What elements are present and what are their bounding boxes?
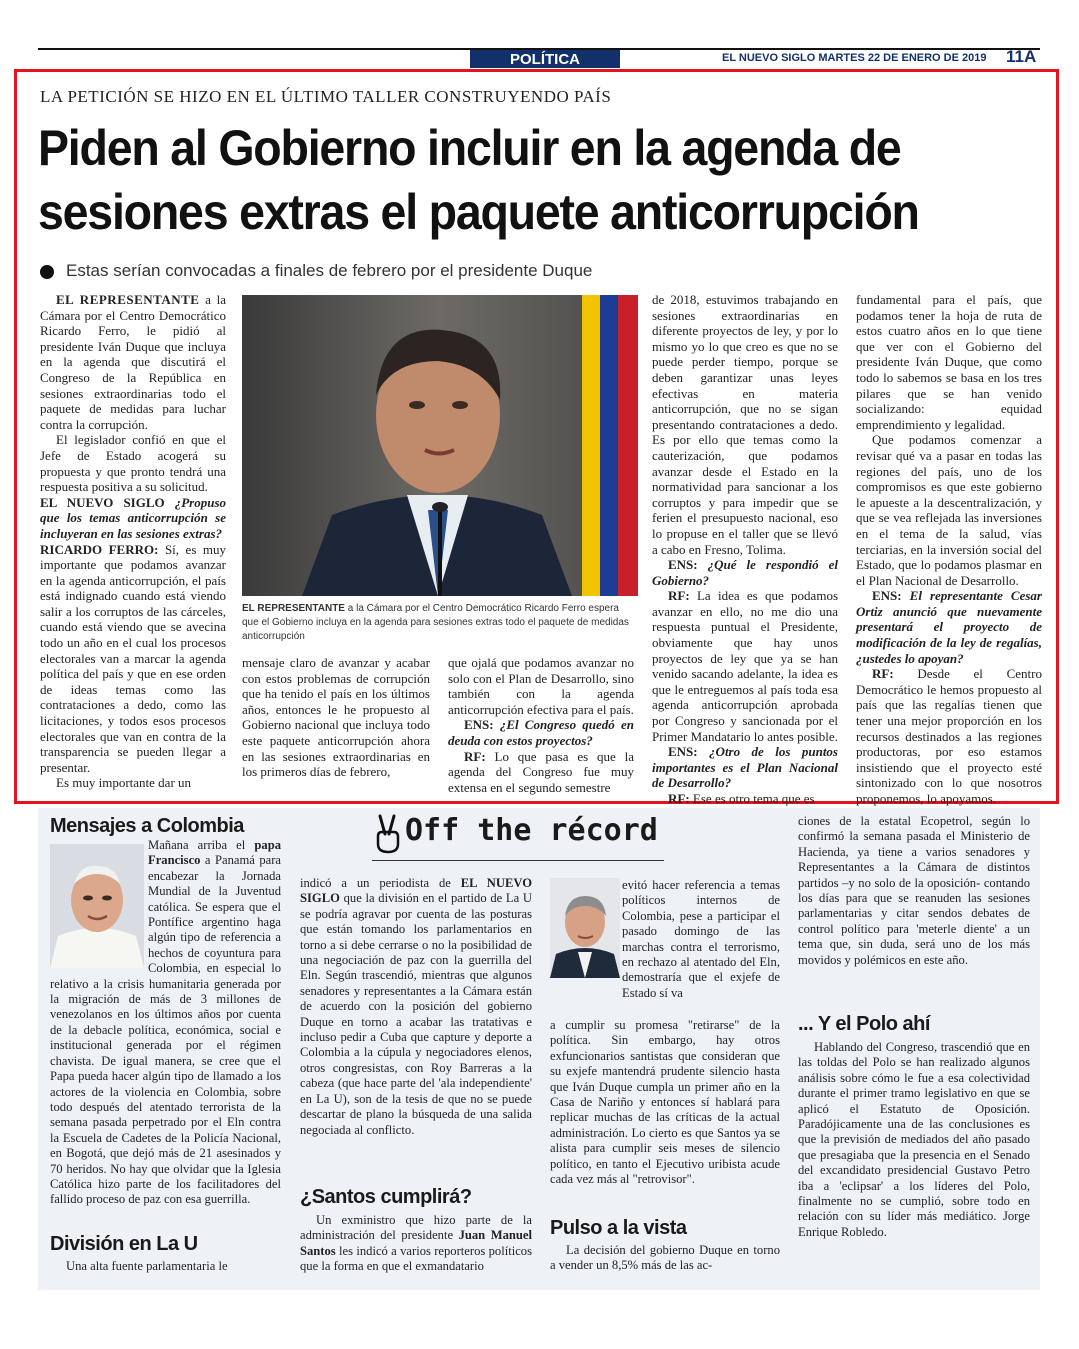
mensajes-text-b: a Panamá para encabezar la Jornada Mundial de la Juventud católica. Se espera que el Pontífice argentino haga algún tipo de referencia a hechos de coyuntura para Colombia, en especial lo relativo a la crisis humanitaria generada por la migración de más de 3 millones de venezolanos en los últimos años por cuenta de la debacle política, económica, social e institucional generada por el régimen chavista. De igual manera, se cree que el Papa pueda hacer algún tipo de llamado a los actores de la violencia en Colombia, sobre todo después del atentado terrorista de la semana pasada perpetrado por el Eln contra la Escuela de Cadetes de la Policía Nacional, en Bogotá, que dejó más de 21 asesinados y 70 heridos. No hay que olvidar que la Iglesia Católica hizo parte de los facilitadores del fallido proceso de paz con esa guerrilla.	[50, 853, 281, 1207]
juan-manuel-santos-photo	[550, 878, 620, 978]
title-rule	[372, 860, 664, 861]
answer: Sí, es muy importante que podamos avanzar en la agenda anticorrupción, el país está indignado cuando está viendo salir a los corruptos de las cárceles, cuando está viendo que se avecina todo un año en el cual los procesos electorales van a marcar la agenda política del país y que en ese orden de ideas temas como las contrataciones a dedo, como las licitaciones, y todos esos procesos electorales que van en contra de la transparencia se pueden llegar a presentar.	[40, 541, 226, 775]
santos-title: ¿Santos cumplirá?	[300, 1186, 472, 1208]
lead-word: EL REPRESENTANTE	[56, 292, 200, 307]
answer-speaker: RF:	[668, 791, 690, 806]
question: ¿Otro de los puntos importantes es el Plan Nacional de Desarrollo?	[652, 744, 838, 791]
paragraph: fundamental para el país, que podamos tener la hoja de ruta de estos cuatro años en lo que tiene que ver con el Gobierno del presidente Iván Duque, que como todo lo sabemos se basa en los tres pilares que se han venido socializando: equidad emprendimiento y legalidad.	[856, 292, 1042, 432]
article-column-1	[40, 292, 226, 791]
santos-column-full	[550, 1018, 780, 1187]
polo-text	[798, 1040, 1030, 1240]
paragraph: evitó hacer referencia a temas políticos internos de Colombia, pese a participar el pasado domingo de las marchas contra el terrorismo, en rechazo al atentado del Eln, demostraría que el exjefe de Estado sí va	[622, 878, 780, 1000]
ricardo-ferro-photo	[242, 295, 638, 596]
page-number: 11A	[1006, 47, 1037, 66]
answer-speaker: RICARDO FERRO:	[40, 541, 159, 557]
text: indicó a un periodista de	[300, 876, 461, 890]
answer-speaker: RF:	[464, 748, 486, 764]
paragraph: Que podamos comenzar a revisar qué va a pasar en todas las regiones del país, uno de los compromisos es que este gobierno le apueste a la descentralización, y que se vea reflejada las inversiones en el tema de la salud, vías terciarias, en la inversión social del Estado, que lo podamos plasmar en el Plan Nacional de Desarrollo.	[856, 432, 1042, 588]
question-speaker: ENS:	[464, 717, 494, 733]
pulso-continued	[798, 814, 1030, 968]
paragraph: Es muy importante dar un	[56, 775, 192, 791]
question: ¿El Congreso quedó en deuda con estos proyectos?	[448, 717, 634, 748]
caption-text: a la Cámara por el Centro Democrático Ricardo Ferro espera que el Gobierno incluya en la agenda para sesiones extras todo el paquete de medidas anticorrupción	[242, 603, 629, 642]
polo-title: ... Y el Polo ahí	[798, 1013, 930, 1035]
mensajes-text-a: Mañana arriba el	[148, 838, 255, 852]
division-text	[50, 1259, 281, 1274]
santos-name: Juan Manuel Santos	[300, 1228, 532, 1258]
mensajes-body	[50, 838, 281, 1208]
paragraph: La decisión del gobierno Duque en torno a vender un 8,5% más de las ac-	[550, 1243, 780, 1273]
paragraph: a cumplir su promesa "retirarse" de la política. Sin embargo, hay otros exfuncionarios santistas que consideran que su exjefe mantendrá prudente silencio hasta que Iván Duque cumpla un primer año en la Casa de Nariño y entonces sí hablará para replicar muchas de las críticas de la actual administración. Lo cierto es que Santos ya se alista para cumplir seis meses de silencio político, en tanto el Ejecutivo uribista acude cada vez más al "retrovisor".	[550, 1018, 780, 1187]
paragraph: mensaje claro de avanzar y acabar con estos problemas de corrupción que ha tenido el país en los últimos años, entonces le he propuesto al Gobierno nacional que incluya todo este paquete anticorrupción ahora en las sesiones extraordinarias en los primeros días de febrero,	[242, 655, 430, 780]
article-column-4	[652, 292, 838, 807]
division-continued	[300, 876, 532, 1138]
answer-speaker: RF:	[668, 588, 690, 604]
answer: Desde el Centro Democrático le hemos propuesto al país que las regalías tienen que tener una mejor proporción en los recursos destinados a las regiones productoras, por eso estamos insistiendo que el proyecto esté sintonizado con lo que nosotros proponemos, lo apoyamos.	[856, 666, 1042, 806]
question-speaker: ENS:	[872, 588, 902, 604]
question: ¿Propuso que los temas anticorrupción se incluyeran en las sesiones extras?	[40, 494, 226, 541]
bullet-icon	[40, 265, 54, 279]
question: El representante Cesar Ortiz anunció que nuevamente presentará el proyecto de modificación de la ley de regalías, ¿ustedes lo apoyan?	[856, 588, 1042, 666]
article-kicker: LA PETICIÓN SE HIZO EN EL ÚLTIMO TALLER CONSTRUYENDO PAÍS	[40, 87, 612, 106]
santos-column-side	[622, 878, 780, 1001]
victory-hand-icon	[372, 814, 402, 854]
article-column-2	[242, 655, 430, 780]
article-column-5	[856, 292, 1042, 807]
headline-line-1: Piden al Gobierno incluir en la agenda de	[38, 120, 901, 176]
answer: Lo que pasa es que la agenda del Congreso fue muy extensa en el segundo semestre	[448, 748, 634, 795]
headline-line-2: sesiones extras el paquete anticorrupción	[38, 184, 919, 240]
caption-lead: EL REPRESENTANTE	[242, 603, 345, 614]
mensajes-title: Mensajes a Colombia	[50, 815, 244, 837]
text: les indicó a varios reporteros políticos que la forma en que el exmandatario	[300, 1243, 532, 1274]
santos-text	[300, 1213, 532, 1275]
article-column-3	[448, 655, 634, 795]
newspaper-name: EL NUEVO SIGLO	[300, 876, 533, 906]
paragraph: Hablando del Congreso, trascendió que en las toldas del Polo se han realizado algunos análisis sobre cómo le fue a esa colectividad durante el primer tramo legislativo en que se aplicó el Estatuto de Oposición. Paradójicamente una de las conclusiones es que la previsión de mediados del año pasado que presagiaba que la presencia en el Senado del excandidato presidencial Gustavo Petro iba a 'eclipsar' a los líderes del Polo, finalmente no se cumplió, sobre todo en relación con su líder más mediático. Jorge Enrique Robledo.	[798, 1040, 1030, 1239]
masthead-date: EL NUEVO SIGLO MARTES 22 DE ENERO DE 2019	[722, 52, 987, 64]
question-speaker: ENS:	[668, 744, 698, 760]
answer-speaker: RF:	[872, 666, 894, 682]
pulso-title: Pulso a la vista	[550, 1217, 687, 1239]
papa-name: papa Francisco	[148, 838, 281, 868]
paragraph: de 2018, estuvimos trabajando en sesiones extraordinarias en diferente proyectos de ley, y por lo mismo yo lo que creo es que no se puede perder tiempo, porque se deben garantizar unas leyes efectivas en materia anticorrupción, que no se sigan presentando contrataciones a dedo. Es por ello que temas como la cauterización, que podamos avanzar desde el Estado en la normatividad para sancionar a los corruptos y para impedir que se ferien el presupuesto nacional, eso lo propuse en el taller que se llevó a cabo en Fresno, Tolima.	[652, 292, 838, 557]
article-headline	[38, 116, 977, 244]
paragraph: que ojalá que podamos avanzar no solo con el Plan de Desarrollo, sino también con la agenda anticorrupción efectiva para el país.	[448, 655, 634, 717]
paragraph: Una alta fuente parlamentaria le	[66, 1259, 228, 1273]
pulso-text	[550, 1243, 780, 1274]
section-label: POLÍTICA	[470, 50, 620, 68]
paragraph: ciones de la estatal Ecopetrol, según lo confirmó la semana pasada el Ministerio de Hacienda, ya tiene a varios senadores y Representantes a la Cámara de distintos partidos –y no solo de la oposición- contando los días para que se reanuden las sesiones parlamentarias y citar sendos debates de control político para 'meterle diente' a un tema que, sin duda, será uno de los más movidos y polémicos en este año.	[798, 814, 1030, 967]
answer: Ese es otro tema que es	[689, 791, 815, 806]
answer: La idea es que podamos avanzar en ello, no me dio una respuesta puntual el Presidente, obviamente que hay unos proyectos de ley que ya se han venido sacando adelante, la idea es que le entreguemos al país toda esa agenda anticorrupción aprobada por Congreso y sancionada por el Primer Mandatario lo antes posible.	[652, 588, 838, 744]
question: ¿Qué le respondió el Gobierno?	[652, 557, 838, 588]
division-title: División en La U	[50, 1233, 198, 1255]
question-speaker: EL NUEVO SIGLO	[40, 494, 165, 510]
photo-spacer	[50, 838, 148, 966]
text: Un exministro que hizo parte de la administración del presidente	[300, 1213, 532, 1243]
question-speaker: ENS:	[668, 557, 698, 573]
article-subhead: Estas serían convocadas a finales de febrero por el presidente Duque	[66, 261, 593, 280]
off-the-record-title: Off the récord	[405, 813, 658, 848]
paragraph: El legislador confió en que el Jefe de Estado acogerá su propuesta y que pronto tendrá una respuesta positiva a su solicitud.	[40, 432, 226, 495]
photo-caption	[242, 602, 638, 644]
text: que la división en el partido de La U se podría agravar por cuenta de las posturas que están tomando los parlamentarios en torno a si debe cerrarse o no la posibilidad de una negociación de paz con la guerrilla del Eln. Según trascendió, mientras que algunos senadores y representantes a la Cámara están de acuerdo con la posición del gobierno Duque en torno a acabar las tratativas e incluso pedir a Cuba que capture y deporte a Colombia a la cúpula y negociadores elenos, otros congresistas, con Roy Barreras a la cabeza (que hace parte del 'ala independiente' en La U), son de la tesis de que no se puede descartar de plano la búsqueda de una salida negociada al conflicto.	[300, 891, 532, 1137]
paragraph: a la Cámara por el Centro Democrático Ricardo Ferro, le pidió al presidente Iván Duque que incluya en la agenda que discutirá el Congreso de la República en sesiones extraordinarias todo el paquete de medidas para luchar contra la corrupción.	[40, 292, 227, 432]
